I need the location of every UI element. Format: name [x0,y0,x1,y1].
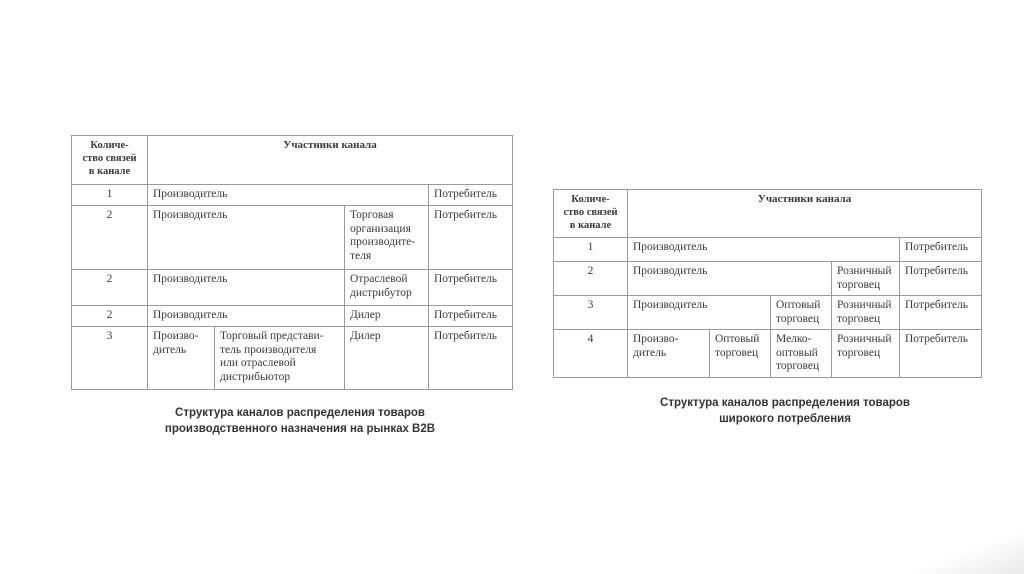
table-row [72,327,513,390]
table-row [554,262,982,296]
header-participants-label: Участники канала [757,193,852,205]
participant-cell: Производитель [628,238,900,262]
count-cell: 1 [72,185,148,206]
participant-cell: Произво- дитель [148,327,215,390]
participant-cell: Производитель [628,262,832,296]
participant-cell: Производитель [148,270,345,306]
table-row [554,238,982,262]
participant-cell: Потребитель [900,238,982,262]
header-count-label: Количе- ство связей в канале [82,140,137,177]
count-cell: 3 [554,296,628,330]
participant-cell: Торговый представи- тель производителя или отраслевой дистрибьютор [215,327,345,390]
participant-cell: Производитель [148,206,345,270]
header-count-cell [554,190,628,238]
participant-cell: Розничный торговец [832,262,900,296]
table-row [72,306,513,327]
participant-cell: Розничный торговец [832,330,900,378]
participant-cell: Потребитель [900,262,982,296]
participant-cell: Потребитель [429,206,513,270]
table-row [554,296,982,330]
count-cell: 2 [72,206,148,270]
header-participants-cell [628,190,982,238]
table-header-row [554,190,982,238]
table-row [554,330,982,378]
participant-cell: Дилер [345,306,429,327]
count-cell: 3 [72,327,148,390]
header-participants-label: Участники канала [283,139,377,151]
participant-cell: Розничный торговец [832,296,900,330]
count-cell: 2 [72,270,148,306]
participant-cell: Произво- дитель [628,330,710,378]
participant-cell: Торговая организация производите- теля [345,206,429,270]
participant-cell: Мелко- оптовый торговец [771,330,832,378]
participant-cell: Потребитель [429,306,513,327]
participant-cell: Потребитель [429,270,513,306]
participant-cell: Потребитель [900,330,982,378]
header-participants-cell [148,136,513,185]
b2b-channels-table [71,135,513,390]
count-cell: 2 [72,306,148,327]
count-cell: 1 [554,238,628,262]
participant-cell: Производитель [628,296,771,330]
participant-cell: Дилер [345,327,429,390]
table-row [72,270,513,306]
participant-cell: Отраслевой дистрибутор [345,270,429,306]
participant-cell: Производитель [148,306,345,327]
count-cell: 4 [554,330,628,378]
b2b-table-caption: Структура каналов распределения товаров производственного назначения на рынках B2B [164,407,436,435]
table-header-row [72,136,513,185]
header-count-cell [72,136,148,185]
participant-cell: Производитель [148,185,429,206]
consumer-table-caption: Структура каналов распределения товаров широкого потребления [660,397,910,425]
participant-cell: Потребитель [900,296,982,330]
table-row [72,185,513,206]
participant-cell: Оптовый торговец [771,296,832,330]
header-count-label: Количе- ство связей в канале [563,194,618,231]
participant-cell: Потребитель [429,327,513,390]
count-cell: 2 [554,262,628,296]
participant-cell: Оптовый торговец [710,330,771,378]
page-corner-shadow [914,514,1024,574]
consumer-channels-table [553,189,982,378]
participant-cell: Потребитель [429,185,513,206]
table-row [72,206,513,270]
